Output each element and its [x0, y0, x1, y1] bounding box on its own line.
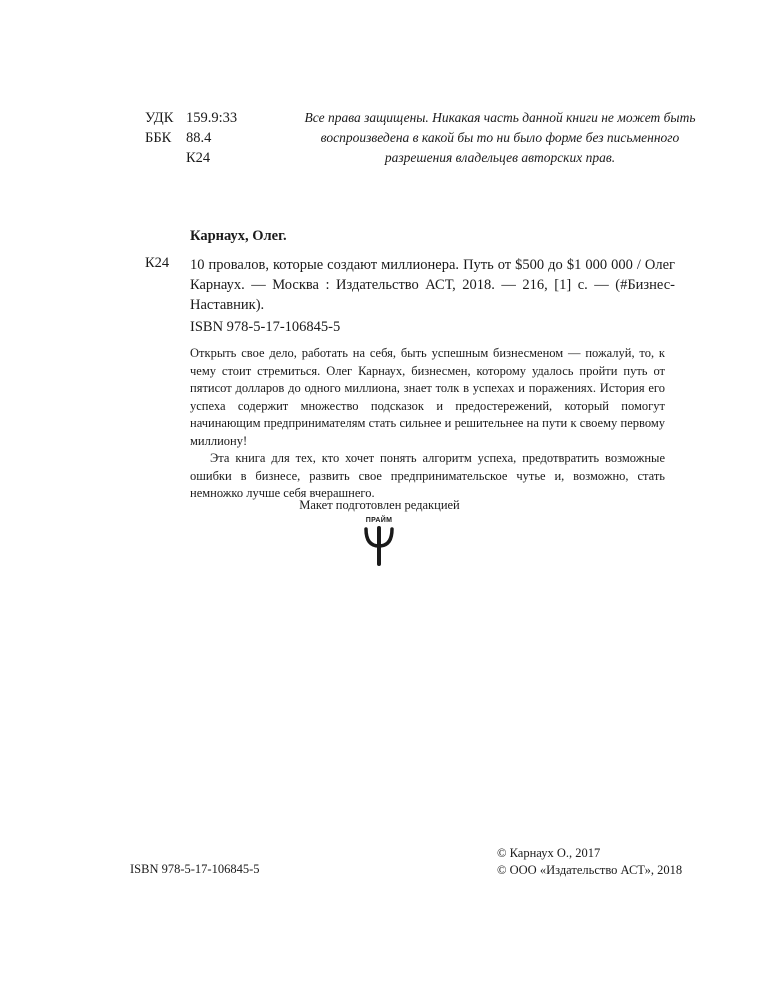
copyright-block: [497, 845, 682, 879]
author-mark-row: [145, 148, 237, 168]
udk-value: 159.9:33: [186, 110, 238, 126]
isbn-bottom: ISBN 978-5-17-106845-5: [130, 862, 260, 876]
layout-credit: Макет подготовлен редакцией: [299, 498, 460, 512]
bbk-label: ББК: [145, 130, 172, 146]
bibliographic-description: 10 провалов, которые создают миллионера. Путь от $500 до $1 000 000 / Олег Карнаух. — Москва : Издательство АСТ, 2018. — 216, [1] с. — (#Бизнес-Наставник).: [190, 257, 675, 313]
udk-label: УДК: [145, 110, 174, 126]
annotation: [190, 345, 665, 503]
rights-notice: [300, 108, 700, 168]
copyright-line: © ООО «Издательство АСТ», 2018: [497, 863, 683, 877]
annotation-paragraph: Открыть свое дело, работать на себя, быть успешным бизнесменом — пожалуй, то, к чему стоит стремиться. Олег Карнаух, бизнесмен, которому удалось пройти путь от пятисот долларов до одного миллиона, знает толк в успехах и поражениях. История его успеха содержит множество подсказок и предостережений, который помогут начинающим предпринимателям стать сильнее и решительнее на пути к своему первому миллиону!: [190, 346, 665, 448]
copyright-line: © Карнаух О., 2017: [497, 846, 601, 860]
author-mark: К24: [186, 150, 211, 166]
rights-line: воспроизведена в какой бы то ни было форме без письменного: [320, 130, 680, 145]
publisher-logo-text: ПРАЙМ: [365, 517, 393, 524]
bbk-value: 88.4: [186, 130, 212, 146]
rights-line: разрешения владельцев авторских прав.: [384, 150, 616, 165]
udk-row: [145, 108, 237, 128]
isbn-main: ISBN 978-5-17-106845-5: [190, 319, 341, 335]
classification-codes: [145, 108, 237, 168]
margin-code: К24: [145, 255, 170, 271]
author-heading: Карнаух, Олег.: [190, 228, 287, 244]
rights-line: Все права защищены. Никакая часть данной книги не может быть: [304, 110, 696, 125]
publisher-logo: [359, 517, 399, 565]
annotation-paragraph: Эта книга для тех, кто хочет понять алгоритм успеха, предотвратить возможные ошибки в бизнесе, развить свое предпринимательское чутье и, возможно, стать немножко лучше себя вчерашнего.: [190, 451, 665, 500]
psi-icon: [359, 526, 399, 566]
bbk-row: [145, 128, 237, 148]
